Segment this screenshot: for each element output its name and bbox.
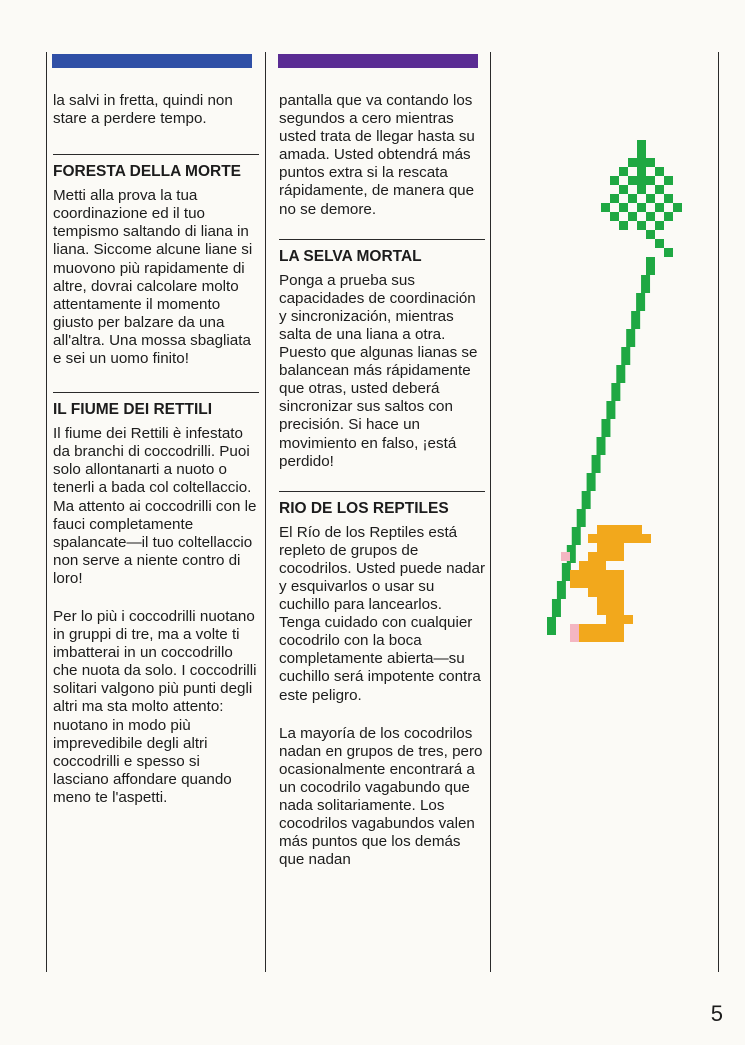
paragraph-foresta: Metti alla prova la tua coordinazione ed il tuo tempismo saltando di liana in liana. Siccome alcune liane si muovono più rapidamente di altre, dovrai calcolare molto attentamente il momento giusto per balzare da una all'altra. Una mossa sbagliata e sei un uomo finito! — [53, 187, 253, 368]
column-rule-left — [46, 52, 47, 972]
paragraph-fiume-2: Per lo più i coccodrilli nuotano in gruppi di tre, ma a volte ti imbatterai in un coccodrillo che nuota da solo. I coccodrilli solitari valgono più punti degli altri ma sta molto attento: nuotano in modo più imprevedibile degli altri coccodrilli e spesso si lasciano affondare quando meno te l'aspetti. — [53, 607, 257, 806]
heading-foresta-della-morte: FORESTA DELLA MORTE — [53, 154, 259, 181]
column-rule-middle — [265, 52, 266, 972]
paragraph-selva: Ponga a prueba sus capacidades de coordinación y sincronización, mientras salta de una liana a otra. Puesto que algunas lianas se balancean más rápidamente que otras, usted deberá sincronizar sus saltos con precisión. Si hace un movimiento en falso, ¡está perdido! — [279, 271, 478, 470]
heading-il-fiume-dei-rettili: IL FIUME DEI RETTILI — [53, 392, 259, 419]
page-number: 5 — [710, 1001, 723, 1026]
color-band-spanish — [278, 54, 478, 68]
heading-la-selva-mortal: LA SELVA MORTAL — [279, 239, 485, 266]
italian-intro: la salvi in fretta, quindi non stare a perdere tempo. — [53, 92, 233, 128]
spanish-column — [279, 92, 485, 887]
paragraph-fiume-1: Il fiume dei Rettili è infestato da branchi di coccodrilli. Puoi solo allontanarti a nuoto o tenerli a bada col coltellaccio. Ma attento ai coccodrilli con le fauci completamente spalancate—il tuo coltellaccio non serve a niente contro di loro! — [53, 425, 257, 587]
column-rule-right — [490, 52, 491, 972]
heading-rio-de-los-reptiles: RIO DE LOS REPTILES — [279, 491, 485, 518]
paragraph-rio-1: El Río de los Reptiles está repleto de grupos de cocodrilos. Usted puede nadar y esquivarlos o usar su cuchillo para lancearlos. Tenga cuidado con cualquier cocodrilo con la boca completamente abierta—su cuchillo será impotente contra este peligro. — [279, 523, 486, 704]
spanish-intro: pantalla que va contando los segundos a cero mientras usted trata de llegar hasta su amada. Usted obtendrá más puntos extra si la rescata rápidamente, de manera que no se demore. — [279, 92, 475, 218]
column-rule-far-right — [718, 52, 719, 972]
paragraph-rio-2: La mayoría de los cocodrilos nadan en grupos de tres, pero ocasionalmente encontrará a un cocodrilo vagabundo que nada solitariamente. Los cocodrilos vagabundos valen más puntos que los demás que nadan — [279, 724, 483, 869]
vine-explorer-illustration — [520, 140, 700, 650]
italian-column — [53, 92, 259, 825]
color-band-italian — [52, 54, 252, 68]
